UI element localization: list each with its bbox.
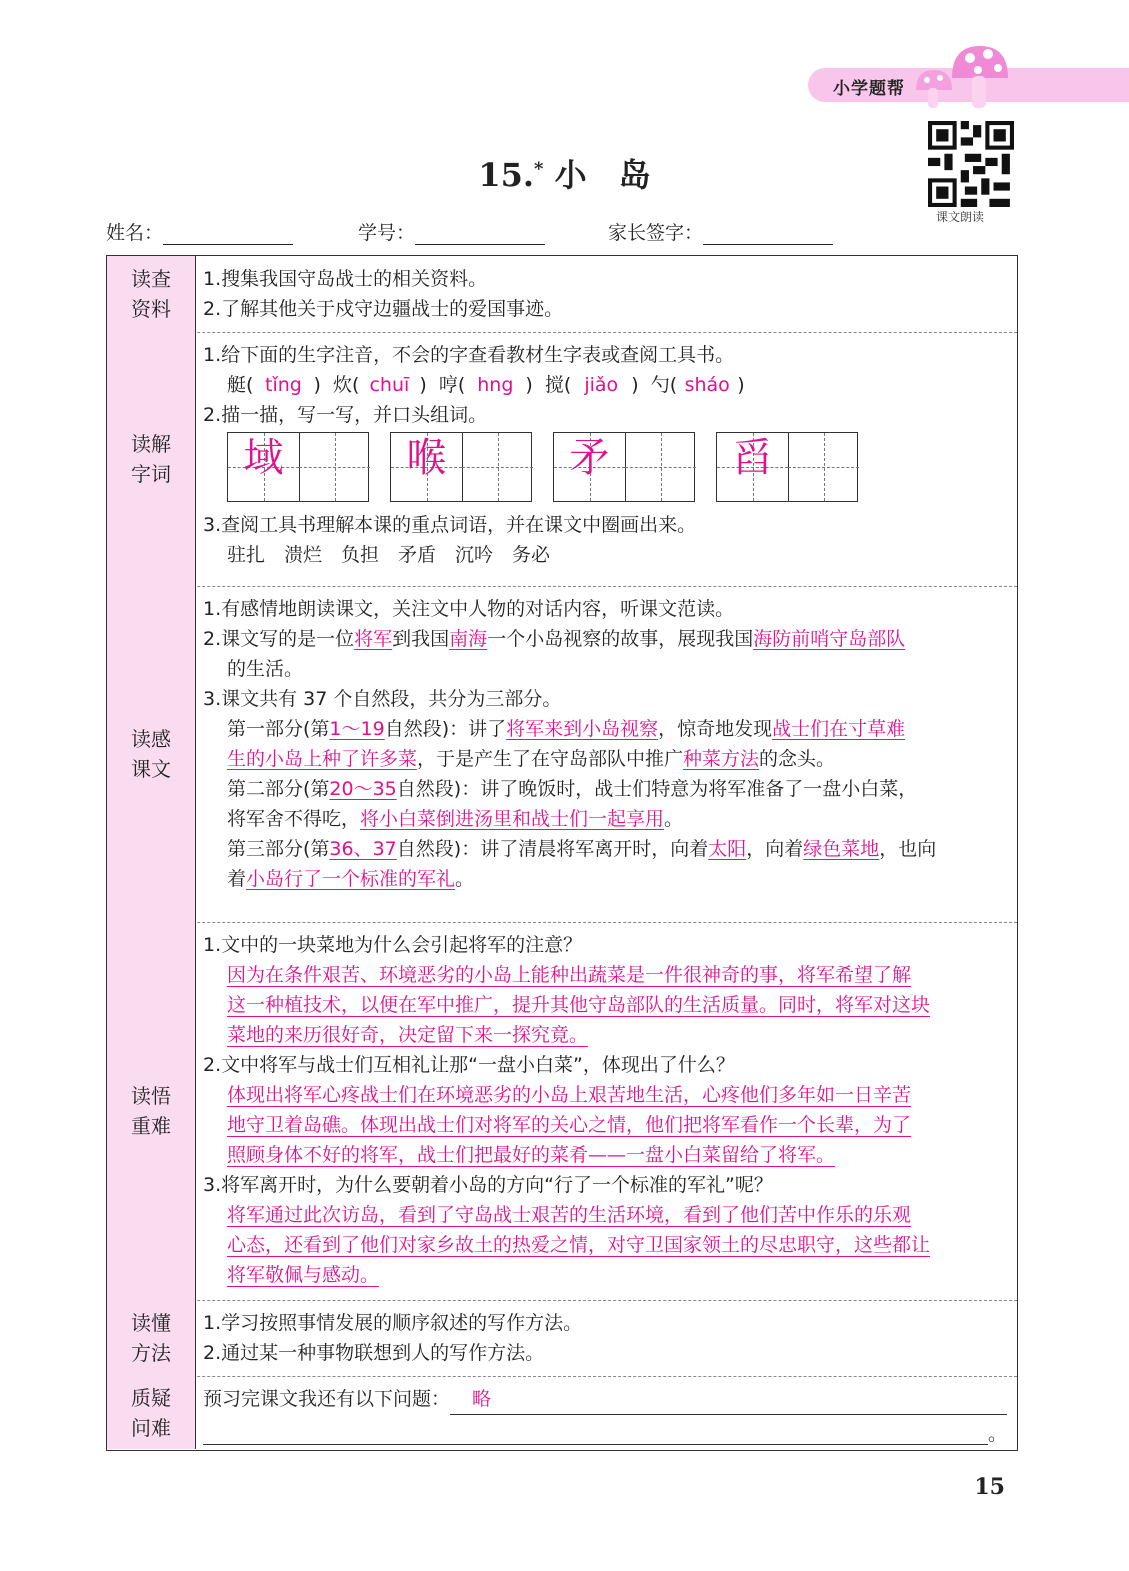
section-content xyxy=(203,1384,1007,1449)
trace-char: 舀 xyxy=(732,435,773,481)
question-answer: 略 xyxy=(472,1388,492,1410)
student-number-field[interactable] xyxy=(358,218,545,245)
section-label: 质疑 问难 xyxy=(107,1376,196,1449)
task-line: 2.通过某一种事物联想到人的写作方法。 xyxy=(203,1342,545,1364)
question: 1.给下面的生字注音，不会的字查看教材生字表或查阅工具书。 xyxy=(203,344,735,366)
answer-blank[interactable]: 太阳 xyxy=(708,838,747,860)
section-vocabulary xyxy=(107,332,1017,587)
name-label: 姓名： xyxy=(106,222,164,244)
trace-char: 喉 xyxy=(406,435,447,481)
section-methods xyxy=(107,1300,1017,1377)
question: 2.文中将军与战士们互相礼让那“一盘小白菜”，体现出了什么？ xyxy=(203,1054,735,1076)
parent-signature-field[interactable] xyxy=(608,218,833,245)
section-content xyxy=(203,930,1007,1290)
fill-line: 第二部分(第20～35自然段)：讲了晚饭时，战士们特意为将军准备了一盘小白菜， xyxy=(227,778,918,800)
question: 1.文中的一块菜地为什么会引起将军的注意？ xyxy=(203,934,583,956)
pinyin-answer[interactable]: hng xyxy=(477,374,514,396)
writing-box[interactable] xyxy=(227,432,369,502)
lesson-title xyxy=(0,150,1129,196)
student-number-label: 学号： xyxy=(358,222,416,244)
writing-box[interactable] xyxy=(390,432,532,502)
section-label: 读解 字词 xyxy=(107,332,196,586)
answer-blank[interactable]: 生的小岛上种了许多菜 xyxy=(227,748,418,770)
pinyin-answer[interactable]: tǐng xyxy=(265,374,302,396)
parent-signature-label: 家长签字： xyxy=(608,222,704,244)
task-line: 2.了解其他关于戍守边疆战士的爱国事迹。 xyxy=(203,298,564,320)
section-label: 读查 资料 xyxy=(107,256,196,332)
answer-blank[interactable]: 20～35 xyxy=(329,778,397,800)
section-content xyxy=(203,340,1007,570)
answer-line[interactable]: 因为在条件艰苦、环境恶劣的小岛上能种出蔬菜是一件很神奇的事，将军希望了解 xyxy=(227,964,912,986)
question: 3.将军离开时，为什么要朝着小岛的方向“行了一个标准的军礼”呢？ xyxy=(203,1174,773,1196)
section-key-points xyxy=(107,922,1017,1301)
pinyin-answer[interactable]: jiǎo xyxy=(584,374,619,396)
writing-grid xyxy=(227,432,1007,510)
mushroom-icon xyxy=(912,40,1008,112)
answer-line[interactable]: 将军通过此次访岛，看到了守岛战士艰苦的生活环境，看到了他们苦中作乐的乐观 xyxy=(227,1204,912,1226)
answer-blank[interactable]: 36、37 xyxy=(329,838,397,860)
fill-line: 2.课文写的是一位将军到我国南海一个小岛视察的故事，展现我国海防前哨守岛部队 xyxy=(203,628,906,650)
section-content xyxy=(203,594,1007,894)
question: 2.描一描，写一写，并口头组词。 xyxy=(203,404,488,426)
pinyin-row: 艇( tǐng ) 炊( chuī ) 哼( hng ) 搅( jiǎo ) 勺( sháo ) xyxy=(203,370,1007,400)
fill-line: 着小岛行了一个标准的军礼。 xyxy=(227,868,475,890)
fill-line: 第三部分(第36、37自然段)：讲了清晨将军离开时，向着太阳，向着绿色菜地，也向 xyxy=(227,838,937,860)
section-label: 读悟 重难 xyxy=(107,922,196,1300)
fill-line: 生的小岛上种了许多菜，于是产生了在守岛部队中推广种菜方法的念头。 xyxy=(227,748,836,770)
question: 3.查阅工具书理解本课的重点词语，并在课文中圈画出来。 xyxy=(203,514,697,536)
section-label: 读懂 方法 xyxy=(107,1300,196,1376)
task-line: 1.学习按照事情发展的顺序叙述的写作方法。 xyxy=(203,1312,583,1334)
key-words: 驻扎 溃烂 负担 矛盾 沉吟 务必 xyxy=(227,544,551,566)
answer-blank[interactable]: 小岛行了一个标准的军礼 xyxy=(246,868,456,890)
section-content xyxy=(203,264,1007,324)
answer-blank[interactable]: 海防前哨守岛部队 xyxy=(753,628,906,650)
fill-line: 第一部分(第1～19自然段)：讲了将军来到小岛视察，惊奇地发现战士们在寸草难 xyxy=(227,718,906,740)
section-label: 读感 课文 xyxy=(107,586,196,922)
answer-blank[interactable]: 战士们在寸草难 xyxy=(772,718,906,740)
task-line: 1.有感情地朗读课文，关注文中人物的对话内容，听课文范读。 xyxy=(203,598,735,620)
task-line: 3.课文共有 37 个自然段，共分为三部分。 xyxy=(203,688,562,710)
section-questions xyxy=(107,1376,1017,1449)
writing-box[interactable] xyxy=(553,432,695,502)
lesson-number: 15. xyxy=(478,156,535,194)
fill-line: 将军舍不得吃，将小白菜倒进汤里和战士们一起享用。 xyxy=(227,808,684,830)
worksheet-table xyxy=(106,255,1018,1451)
question-line xyxy=(203,1384,1007,1419)
trace-char: 域 xyxy=(243,435,284,481)
answer-blank[interactable]: 将军来到小岛视察 xyxy=(506,718,659,740)
parent-signature-blank[interactable] xyxy=(703,224,833,245)
question-prompt: 预习完课文我还有以下问题： xyxy=(203,1388,451,1410)
lesson-name: 小 岛 xyxy=(554,156,651,194)
section-reading xyxy=(107,586,1017,923)
answer-line[interactable]: 照顾身体不好的将军，战士们把最好的菜肴——一盘小白菜留给了将军。 xyxy=(227,1144,836,1166)
answer-line[interactable]: 心态，还看到了他们对家乡故土的热爱之情，对守卫国家领土的尽忠职守，这些都让 xyxy=(227,1234,931,1256)
answer-blank[interactable]: 将军 xyxy=(354,628,393,650)
qr-caption: 课文朗读 xyxy=(936,210,985,224)
answer-line[interactable]: 这一种植技术，以便在军中推广，提升其他守岛部队的生活质量。同时，将军对这块 xyxy=(227,994,931,1016)
name-field[interactable] xyxy=(106,218,293,245)
answer-blank[interactable]: 1～19 xyxy=(329,718,385,740)
student-number-blank[interactable] xyxy=(415,224,545,245)
period: 。 xyxy=(987,1423,1007,1445)
pinyin-answer[interactable]: sháo xyxy=(684,374,730,396)
answer-line[interactable]: 地守卫着岛礁。体现出战士们对将军的关心之情，他们把将军看作一个长辈，为了 xyxy=(227,1114,912,1136)
page-number: 15 xyxy=(974,1474,1005,1500)
section-research xyxy=(107,256,1017,333)
pinyin-answer[interactable]: chuī xyxy=(369,374,410,396)
name-blank[interactable] xyxy=(163,224,293,245)
question-line-2 xyxy=(203,1419,1007,1449)
answer-blank[interactable]: 绿色菜地 xyxy=(803,838,880,860)
question-blank[interactable] xyxy=(450,1384,1007,1415)
answer-blank[interactable]: 将小白菜倒进汤里和战士们一起享用 xyxy=(360,808,665,830)
question-blank[interactable] xyxy=(203,1419,988,1445)
task-line: 1.搜集我国守岛战士的相关资料。 xyxy=(203,268,488,290)
task-line: 的生活。 xyxy=(227,658,304,680)
section-content xyxy=(203,1308,1007,1368)
trace-char: 矛 xyxy=(569,435,610,481)
answer-blank[interactable]: 南海 xyxy=(449,628,488,650)
answer-line[interactable]: 将军敬佩与感动。 xyxy=(227,1264,380,1286)
optional-star: * xyxy=(534,158,544,180)
answer-blank[interactable]: 种菜方法 xyxy=(683,748,760,770)
answer-line[interactable]: 体现出将军心疼战士们在环境恶劣的小岛上艰苦地生活，心疼他们多年如一日辛苦 xyxy=(227,1084,912,1106)
brand-name: 小学题帮 xyxy=(833,79,905,99)
answer-line[interactable]: 菜地的来历很好奇，决定留下来一探究竟。 xyxy=(227,1024,589,1046)
writing-box[interactable] xyxy=(716,432,858,502)
